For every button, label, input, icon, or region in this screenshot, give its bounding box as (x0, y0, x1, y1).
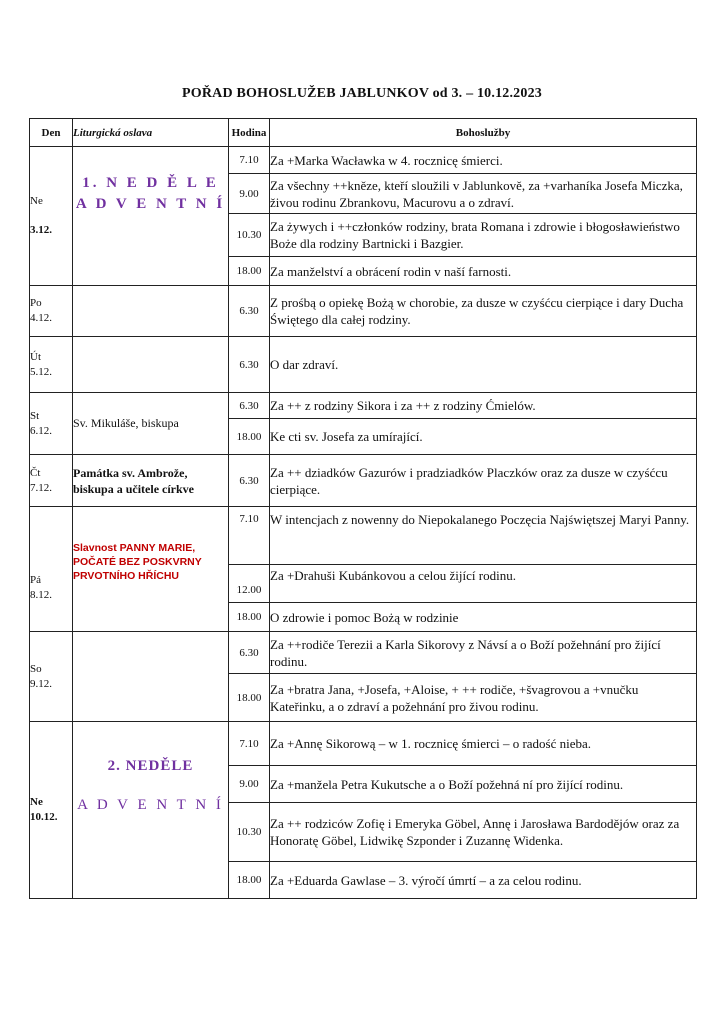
day-date: 5.12. (30, 365, 52, 378)
time-cell: 10.30 (229, 214, 270, 257)
table-row (30, 632, 697, 674)
service-cell: Za manželství a obrácení rodin v naší farnosti. (270, 257, 697, 286)
table-row (30, 455, 697, 507)
service-cell: Z prośbą o opiekę Bożą w chorobie, za dusze w czyśćcu cierpiące i dary Ducha Świętego dla całej rodziny. (270, 286, 697, 337)
day-cell (30, 147, 73, 286)
time-cell: 7.10 (229, 507, 270, 565)
day-date: 10.12. (30, 811, 58, 823)
table-row (30, 337, 697, 393)
day-cell (30, 722, 73, 899)
service-cell: Za ++ dziadków Gazurów i pradziadków Placzków oraz za dusze w czyśćcu cierpiące. (270, 455, 697, 507)
day-abbr: Pá (30, 574, 41, 586)
liturgy-line: A D V E N T N Í (77, 797, 224, 813)
day-date: 8.12. (30, 589, 52, 601)
liturgy-line: Slavnost PANNY MARIE, (73, 542, 196, 554)
service-cell: Za +Marka Wacławka w 4. rocznicę śmierci. (270, 147, 697, 174)
liturgy-cell (73, 722, 229, 899)
header-services: Bohoslužby (270, 119, 697, 147)
table-row (30, 507, 697, 565)
day-cell (30, 507, 73, 632)
service-cell: Za všechny ++kněze, kteří sloužili v Jablunkově, za +varhaníka Josefa Miczka, živou rodinu Zbrankovu, Macurovu a o zdraví. (270, 174, 697, 214)
liturgy-cell (73, 507, 229, 632)
liturgy-line: biskupa a učitele církve (73, 481, 195, 496)
service-cell: Za żywych i ++członków rodziny, brata Romana i zdrowie i błogosławieństwo Boże dla rodziny Bartnicki i Bazgier. (270, 214, 697, 257)
time-cell: 7.10 (229, 722, 270, 766)
liturgy-line: PRVOTNÍHO HŘÍCHU (73, 570, 179, 582)
time-cell: 6.30 (229, 632, 270, 674)
liturgy-cell (73, 455, 229, 507)
time-cell: 18.00 (229, 603, 270, 632)
table-row (30, 286, 697, 337)
liturgy-line: POČATÉ BEZ POSKVRNY (73, 556, 202, 568)
service-cell: O dar zdraví. (270, 337, 697, 393)
liturgy-line: 1. N E D Ě L E (82, 175, 219, 191)
time-cell: 18.00 (229, 257, 270, 286)
time-cell: 6.30 (229, 455, 270, 507)
service-cell: Za +Eduarda Gawlase – 3. výročí úmrtí – a za celou rodinu. (270, 862, 697, 899)
day-abbr: Po (30, 297, 42, 309)
service-cell: Za +manžela Petra Kukutsche a o Boží požehná ní pro žijící rodinu. (270, 766, 697, 803)
liturgy-cell (73, 147, 229, 286)
time-cell: 9.00 (229, 766, 270, 803)
service-cell: Za +bratra Jana, +Josefa, +Aloise, + ++ rodiče, +švagrovou a +vnučku Kateřinku, a o zdraví a požehnání pro živou rodinu. (270, 674, 697, 722)
time-cell: 18.00 (229, 674, 270, 722)
header-day: Den (30, 119, 73, 147)
service-cell: Ke cti sv. Josefa za umírající. (270, 419, 697, 455)
schedule-table (29, 118, 697, 899)
liturgy-line: A D V E N T N Í (75, 196, 226, 212)
service-cell: Za ++rodiče Terezii a Karla Sikorovy z Návsí a o Boží požehnání pro žijící rodinu. (270, 632, 697, 674)
time-cell: 6.30 (229, 337, 270, 393)
table-row (30, 147, 697, 174)
day-cell (30, 286, 73, 337)
time-cell: 7.10 (229, 147, 270, 174)
day-date: 3.12. (30, 224, 52, 236)
time-cell: 6.30 (229, 286, 270, 337)
time-cell: 9.00 (229, 174, 270, 214)
table-row (30, 393, 697, 419)
time-cell: 12.00 (229, 565, 270, 603)
service-cell: O zdrowie i pomoc Bożą w rodzinie (270, 603, 697, 632)
liturgy-cell (73, 632, 229, 722)
day-abbr: Ne (30, 195, 43, 207)
time-cell: 18.00 (229, 419, 270, 455)
liturgy-line: 2. NEDĚLE (107, 758, 194, 774)
time-cell: 18.00 (229, 862, 270, 899)
day-cell (30, 455, 73, 507)
day-abbr: So (30, 662, 42, 675)
day-cell (30, 393, 73, 455)
header-row (30, 119, 697, 147)
service-cell: Za ++ rodziców Zofię i Emeryka Göbel, Annę i Jarosława Bardodějów oraz za Honoratę Göbel, Lidwikę Szponder i Zuzannę Widenka. (270, 803, 697, 862)
day-date: 7.12. (30, 481, 52, 494)
time-cell: 6.30 (229, 393, 270, 419)
liturgy-line: Památka sv. Ambrože, (73, 465, 188, 480)
day-abbr: St (30, 409, 40, 422)
day-abbr: Út (30, 350, 41, 363)
service-cell: Za +Annę Sikorową – w 1. rocznicę śmierci – o radość nieba. (270, 722, 697, 766)
liturgy-cell: Sv. Mikuláše, biskupa (73, 393, 229, 455)
header-liturgy: Liturgická oslava (73, 119, 229, 147)
day-cell (30, 632, 73, 722)
day-abbr: Čt (30, 466, 41, 479)
service-cell: Za +Drahuši Kubánkovou a celou žijící rodinu. (270, 565, 697, 603)
service-cell: W intencjach z nowenny do Niepokalanego Poczęcia Najświętszej Maryi Panny. (270, 507, 697, 565)
day-date: 9.12. (30, 677, 52, 690)
liturgy-cell (73, 286, 229, 337)
day-date: 6.12. (30, 424, 52, 437)
time-cell: 10.30 (229, 803, 270, 862)
liturgy-cell (73, 337, 229, 393)
service-cell: Za ++ z rodziny Sikora i za ++ z rodziny Ćmielów. (270, 393, 697, 419)
day-cell (30, 337, 73, 393)
header-time: Hodina (229, 119, 270, 147)
page-title: POŘAD BOHOSLUŽEB JABLUNKOV od 3. – 10.12.2023 (182, 86, 542, 101)
table-row (30, 722, 697, 766)
day-abbr: Ne (30, 796, 43, 808)
day-date: 4.12. (30, 312, 52, 324)
